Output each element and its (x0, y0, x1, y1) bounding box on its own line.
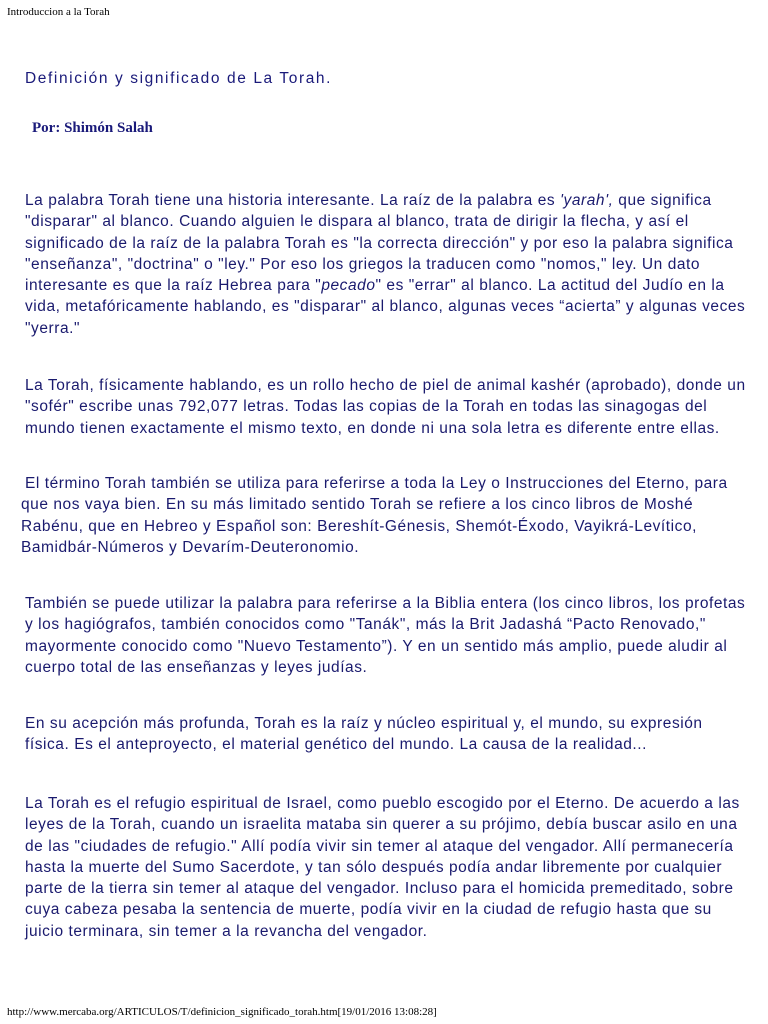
paragraph-1-pecado: pecado (321, 277, 376, 295)
paragraph-1-text-c: que significa "disparar" al blanco. Cuando alguien le dispara al blanco, trata de dirigir la flecha, y así el significado de la raíz de la palabra Torah es "la correcta dirección" y por eso la palabra significa "enseñanza", "doctrina" o "ley." Por eso los griegos la traducen como "nomos," ley. Un dato interesante es que la raíz Hebrea para " (25, 192, 734, 295)
article-title: Definición y significado de La Torah. (25, 70, 333, 87)
paragraph-5: En su acepción más profunda, Torah es la raíz y núcleo espiritual y, el mundo, su expresión física. Es el anteproyecto, el material genético del mundo. La causa de la realidad... (25, 715, 703, 754)
paragraph-6: La Torah es el refugio espiritual de Israel, como pueblo escogido por el Eterno. De acuerdo a las leyes de la Torah, cuando un israelita mataba sin querer a su prójimo, debía buscar asilo en una de las "ciudades de refugio." Allí podía vivir sin temer al ataque del vengador. Allí permanecería hasta la muerte del Sumo Sacerdote, y tan sólo después podía andar libremente por cualquier parte de la tierra sin temer al ataque del vengador. Incluso para el homicida premeditado, sobre cuya cabeza pesaba la sentencia de muerte, podía vivir en la ciudad de refugio hasta que su juicio terminara, sin temer a la revancha del vengador. (25, 795, 740, 940)
paragraph-4: También se puede utilizar la palabra para referirse a la Biblia entera (los cinco libros, los profetas y los hagiógrafos, también conocidos como "Tanák", más la Brit Jadashá “Pacto Renovado," mayormente conocido como "Nuevo Testamento”). Y en un sentido más amplio, puede aludir al cuerpo total de las enseñanzas y leyes judías. (25, 595, 746, 676)
paragraph-1-text-e: " es "errar" al blanco. La actitud del Judío en la vida, metafóricamente hablando, es "disparar" al blanco, algunas veces “acierta” y algunas veces "yerra." (25, 277, 746, 337)
paragraph-2: La Torah, físicamente hablando, es un rollo hecho de piel de animal kashér (aprobado), donde un "sofér" escribe unas 792,077 letras. Todas las copias de la Torah en todas las sinagogas del mundo tienen exactamente el mismo texto, en donde ni una sola letra es diferente entre ellas. (25, 377, 746, 437)
print-footer-url: http://www.mercaba.org/ARTICULOS/T/definicion_significado_torah.htm[19/01/2016 13:08:28] (7, 1006, 437, 1018)
paragraph-3: El término Torah también se utiliza para referirse a toda la Ley o Instrucciones del Eterno, para que nos vaya bien. En su más limitado sentido Torah se refiere a los cinco libros de Moshé Rabénu, que en Hebreo y Español son: Bereshít-Génesis, Shemót-Éxodo, Vayikrá-Levítico, Bamidbár-Números y Devarím-Deuteronomio. (21, 475, 728, 556)
print-header: Introduccion a la Torah (7, 6, 110, 18)
paragraph-1-text-a: La palabra Torah tiene una historia interesante. La raíz de la palabra es (25, 192, 561, 209)
paragraph-1 (25, 190, 750, 339)
article-author: Por: Shimón Salah (32, 120, 153, 136)
paragraph-1-yarah: 'yarah', (560, 192, 614, 209)
